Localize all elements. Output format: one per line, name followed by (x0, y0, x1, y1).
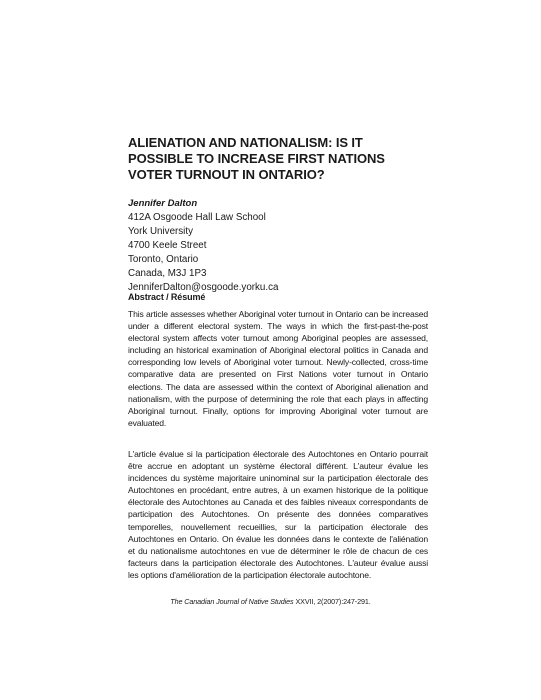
title-line-1: ALIENATION AND NATIONALISM: IS IT (128, 135, 363, 150)
abstract-english: This article assesses whether Aboriginal voter turnout in Ontario can be increased under a different electoral system. The ways in which the first-past-the-post electoral system affects voter turnout among Aboriginal peoples are assessed, including an historical examination of Aboriginal electoral politics in Canada and corresponding low levels of Aboriginal voter turnout. Newly-collected, cross-time comparative data are presented on First Nations voter turnout in Ontario elections. The data are assessed within the context of Aboriginal alienation and nationalism, with the purpose of determining the role that each plays in affecting Aboriginal turnout. Finally, options for improving Aboriginal voter turnout are evaluated. (128, 309, 428, 428)
author-address-line: 4700 Keele Street (128, 240, 207, 251)
author-address-line: Canada, M3J 1P3 (128, 268, 207, 279)
journal-name: The Canadian Journal of Native Studies (170, 597, 294, 606)
title-line-3: VOTER TURNOUT IN ONTARIO? (128, 167, 325, 182)
journal-citation: XXVII, 2(2007):247-291. (293, 597, 371, 606)
author-email: JenniferDalton@osgoode.yorku.ca (128, 282, 279, 293)
author-address-line: Toronto, Ontario (128, 254, 199, 265)
author-address-line: 412A Osgoode Hall Law School (128, 212, 266, 223)
journal-footer (0, 597, 541, 606)
paper-title (128, 135, 428, 183)
author-block (128, 197, 428, 295)
title-line-2: POSSIBLE TO INCREASE FIRST NATIONS (128, 151, 385, 166)
author-name: Jennifer Dalton (128, 198, 198, 209)
abstract-french: L'article évalue si la participation électorale des Autochtones en Ontario pourrait être accrue en adoptant un système électoral différent. L'auteur évalue les incidences du système majoritaire uninominal sur la participation électorale des Autochtones en procédant, entre autres, à un examen historique de la politique électorale des Autochtones au Canada et des faibles niveaux correspondants de participation des Autochtones. On présente des données comparatives temporelles, nouvellement recueillies, sur la participation électorale des Autochtones en Ontario. On évalue les données dans le contexte de l'aliénation et du nationalisme autochtones en vue de déterminer le rôle de chacun de ces facteurs dans la participation électorale des Autochtones. L'auteur évalue aussi les options d'amélioration de la participation électorale autochtone. (128, 449, 428, 580)
abstract-heading: Abstract / Résumé (128, 292, 206, 302)
author-address-line: York University (128, 226, 193, 237)
